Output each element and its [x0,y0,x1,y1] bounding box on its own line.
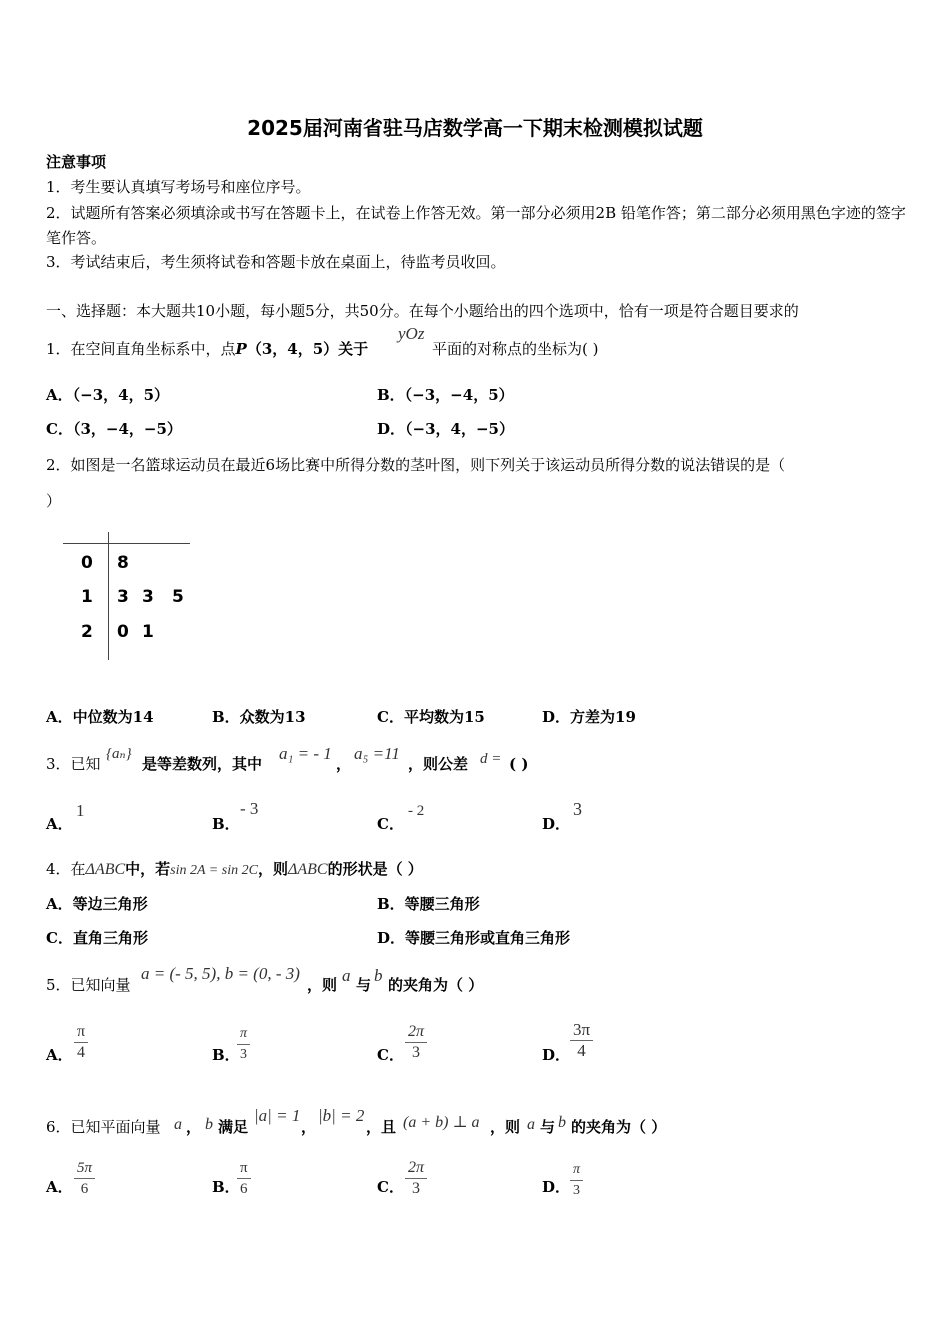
q5-yu: 与 [356,976,372,994]
q6-option-c-label: C． [377,1178,404,1196]
question-2-end: ） [46,492,62,510]
page-title: 2025届河南省驻马店数学高一下期末检测模拟试题 [247,116,703,140]
q5-option-a-denominator: 4 [77,1044,86,1061]
q6-option-c-fraction [405,1158,427,1199]
q5-option-a-numerator: π [74,1022,88,1043]
q6-b2: b [558,1114,566,1131]
q4-option-a: A．等边三角形 [46,895,148,913]
q6-option-a-denominator: 6 [80,1181,89,1197]
q6-pre: 6．已知平面向量 [46,1118,161,1136]
q6-yu: 与 [540,1118,556,1136]
q3-option-a-value: 1 [76,801,85,820]
q5-a: a [342,966,351,985]
q3-option-b-label: B． [212,815,240,833]
stem-2: 2 [81,622,93,642]
q1-coords: （3，4，5）关于 [246,340,369,358]
q3-seq: {aₙ} [106,746,132,762]
q6-and: ，且 [366,1118,397,1136]
q1-option-d: D．（−3，4，−5） [377,420,514,438]
q6-comma-2: ， [301,1118,317,1136]
q3-paren: ( ) [509,755,529,773]
leaf: 3 [117,587,129,607]
q5-option-b-denominator: 3 [240,1047,247,1062]
q6-mid: 满足 [218,1118,249,1136]
notice-item-3: 3．考试结束后，考生须将试卷和答题卡放在桌面上，待监考员收回。 [46,253,506,271]
leaf: 5 [172,587,184,607]
q2-option-c: C．平均数为15 [377,708,485,726]
q6-comma: ， [186,1118,202,1136]
stem-0: 0 [81,553,93,573]
q3-option-c-value: - 2 [408,803,425,819]
q1-point: P [235,340,247,358]
q1-option-c: C．（3，−4，−5） [46,420,182,438]
q5-option-c-numerator: 2π [405,1022,427,1043]
q5-vectors: a = (- 5, 5), b = (0, - 3) [141,964,300,983]
q6-option-c-numerator: 2π [405,1158,427,1179]
q6-option-b-fraction [237,1158,251,1199]
q3-option-d-value: 3 [573,799,582,819]
q5-pre: 5．已知向量 [46,976,131,994]
leaf: 3 [142,587,154,607]
question-1 [46,338,368,360]
q6-perpendicular: (a + b) ⊥ a [403,1114,480,1131]
q6-option-a-fraction [74,1158,95,1199]
q6-option-b-numerator: π [237,1158,251,1179]
q4-option-d: D．等腰三角形或直角三角形 [377,929,571,947]
question-2: 2．如图是一名篮球运动员在最近6场比赛中所得分数的茎叶图，则下列关于该运动员所得分数的说法错误的是（ [46,456,786,474]
q5-b: b [374,966,383,985]
stem-leaf-vertical-line [108,532,109,660]
q3-mid: 是等差数列，其中 [142,755,263,773]
q3-pre: 3．已知 [46,755,101,773]
q3-option-a-label: A． [46,815,73,833]
q3-option-b-value: - 3 [240,799,259,818]
leaf: 0 [117,622,129,642]
q1-option-a: A．（−3，4，5） [46,386,170,404]
q5-option-d-fraction [570,1020,593,1061]
stem-1: 1 [81,587,93,607]
q6-a: a [174,1116,182,1133]
q1-plane: yOz [398,324,425,343]
q4-triangle: ΔABC [85,861,126,878]
q1-post: 平面的对称点的坐标为( ) [432,340,599,358]
q5-option-d-numerator: 3π [570,1020,593,1041]
notice-item-2: 2．试题所有答案必须填涂或书写在答题卡上，在试卷上作答无效。第一部分必须用2B 铅笔作答；第二部分必须用黑色字迹的签字笔作答。 [46,204,906,247]
q5-option-a-fraction [74,1022,88,1063]
q1-option-b: B．（−3，−4，5） [377,386,514,404]
q6-b: b [205,1116,213,1133]
q6-option-b-denominator: 6 [240,1181,248,1197]
notice-heading: 注意事项 [46,153,107,171]
q5-option-c-label: C． [377,1046,404,1064]
q3-comma: ， [336,755,352,773]
q4-option-b: B．等腰三角形 [377,895,480,913]
q3-a1: a₁ = - 1 [279,744,332,763]
q4-pre: 4．在 [46,860,86,878]
q5-option-b-numerator: π [237,1024,250,1045]
q6-option-a-label: A． [46,1178,73,1196]
question-4 [46,858,423,882]
q6-post: 的夹角为（ ） [571,1118,667,1136]
q5-option-a-label: A． [46,1046,73,1064]
q3-d: d = [480,751,502,767]
q6-abs-a: |a| = 1 [254,1106,301,1125]
q4-triangle-2: ΔABC [287,861,328,878]
q6-option-d-fraction [570,1160,583,1201]
notice-item-1: 1．考生要认真填写考场号和座位序号。 [46,178,311,196]
q3-post: ，则公差 [408,755,469,773]
q6-then: ，则 [490,1118,521,1136]
q4-option-c: C．直角三角形 [46,929,148,947]
q6-a2: a [527,1116,535,1133]
q6-option-d-denominator: 3 [573,1183,580,1198]
q2-option-b: B．众数为13 [212,708,306,726]
q5-option-b-label: B． [212,1046,240,1064]
q6-option-d-numerator: π [570,1160,583,1181]
q3-a5: a₅ =11 [354,744,400,763]
q5-option-d-denominator: 4 [577,1041,586,1060]
q6-option-d-label: D． [542,1178,571,1196]
q3-option-c-label: C． [377,815,404,833]
q6-option-b-label: B． [212,1178,240,1196]
q1-pre: 1．在空间直角坐标系中，点 [46,340,236,358]
q5-option-c-denominator: 3 [412,1044,420,1061]
stem-leaf-plot [60,530,195,662]
q4-equation: sin 2A = sin 2C [170,863,258,878]
q6-option-c-denominator: 3 [412,1180,420,1197]
leaf: 8 [117,553,129,573]
q5-mid: ，则 [307,976,338,994]
stem-leaf-horizontal-line [63,543,190,544]
section-heading: 一、选择题：本大题共10小题，每小题5分，共50分。在每个小题给出的四个选项中，恰有一项是符合题目要求的 [46,302,799,320]
q3-option-d-label: D． [542,815,571,833]
q5-option-b-fraction [237,1024,250,1065]
q2-option-a: A．中位数为14 [46,708,154,726]
q4-mid2: ，则 [257,860,288,878]
q5-option-c-fraction [405,1022,427,1063]
leaf: 1 [142,622,154,642]
q6-option-a-numerator: 5π [74,1158,95,1179]
q4-mid: 中，若 [125,860,171,878]
q2-option-d: D．方差为19 [542,708,636,726]
q5-post: 的夹角为（ ） [388,976,484,994]
q6-abs-b: |b| = 2 [318,1106,365,1125]
q4-post: 的形状是（ ） [327,860,423,878]
q5-option-d-label: D． [542,1046,571,1064]
